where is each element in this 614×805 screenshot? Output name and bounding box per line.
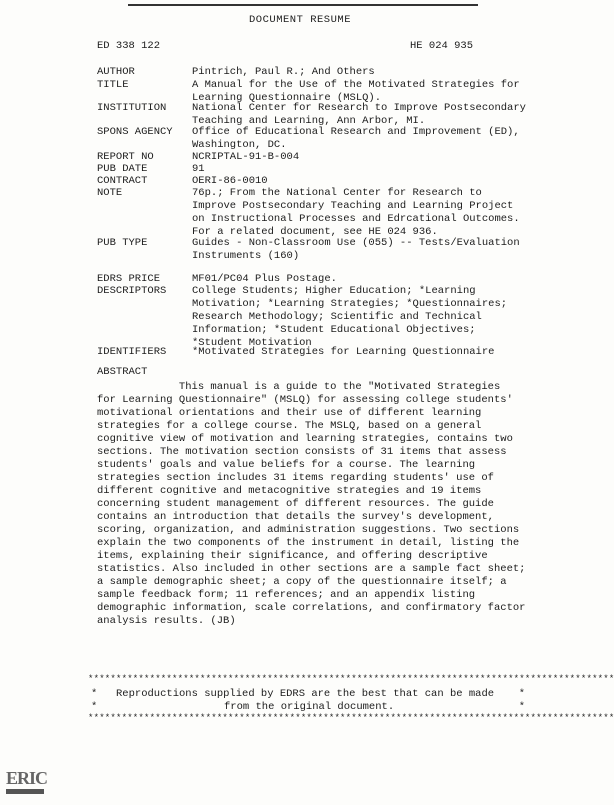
field-author [97, 66, 527, 79]
field-line: OERI-86-0010 [192, 175, 268, 187]
field-line: *Motivated Strategies for Learning Questionnaire [192, 346, 495, 358]
field-line: Pintrich, Paul R.; And Others [192, 66, 375, 78]
field-descriptors [97, 285, 527, 350]
field-value [192, 346, 527, 359]
field-label: PUB TYPE [97, 237, 148, 249]
abstract-line: explain the two components of the instrument in detail, listing the [97, 537, 520, 549]
field-note [97, 187, 527, 239]
field-line: Washington, DC. [192, 139, 287, 151]
abstract-line: concerning student management of different resources. The guide [97, 498, 494, 510]
field-institution [97, 102, 527, 128]
he-number: HE 024 935 [410, 40, 474, 52]
field-line: 76p.; From the National Center for Research to [192, 187, 482, 199]
field-line: A Manual for the Use of the Motivated Strategies for [192, 79, 520, 91]
abstract-line: students' goals and value beliefs for a course. The learning [97, 459, 476, 471]
abstract-line: motivational orientations and their use of different learning [97, 407, 482, 419]
field-line: Information; *Student Educational Objectives; [192, 324, 476, 336]
reproduction-notice: Reproductions supplied by EDRS are the best that can be made [116, 688, 495, 700]
field-value [192, 66, 527, 79]
field-line: Improve Postsecondary Teaching and Learning Project [192, 200, 514, 212]
field-label: SPONS AGENCY [97, 126, 173, 138]
abstract-line: different cognitive and metacognitive strategies and 19 items [97, 485, 482, 497]
field-value [192, 237, 527, 263]
ed-number: ED 338 122 [97, 40, 161, 52]
field-value [192, 126, 527, 152]
field-label: REPORT NO [97, 151, 154, 163]
abstract-line: This manual is a guide to the "Motivated Strategies [97, 381, 501, 393]
field-value [192, 102, 527, 128]
document-title: DOCUMENT RESUME [248, 14, 351, 26]
abstract-line: contains an introduction that details the survey's development, [97, 511, 494, 523]
abstract-line: strategies section includes 31 items regarding students' use of [97, 472, 494, 484]
field-pub-type [97, 237, 527, 263]
field-label: PUB DATE [97, 163, 148, 175]
field-label: INSTITUTION [97, 102, 167, 114]
footer-star-border-top: ********************************************************************************************** [88, 674, 614, 684]
field-line: Teaching and Learning, Ann Arbor, MI. [192, 115, 426, 127]
abstract-heading: ABSTRACT [97, 366, 148, 378]
abstract-line: items, explaining their significance, and offering descriptive [97, 550, 488, 562]
abstract-line: analysis results. (JB) [97, 615, 236, 627]
field-identifiers [97, 346, 527, 359]
field-label: TITLE [97, 79, 129, 91]
field-label: EDRS PRICE [97, 273, 161, 285]
footer-star: * [91, 688, 98, 700]
field-line: *Student Motivation [192, 337, 312, 349]
field-line: Research Methodology; Scientific and Technical [192, 311, 482, 323]
field-line: on Instructional Processes and Edrcational Outcomes. [192, 213, 520, 225]
footer-star: * [91, 701, 98, 713]
field-spons-agency [97, 126, 527, 152]
abstract-body [97, 381, 527, 628]
abstract-line: for Learning Questionnaire" (MSLQ) for assessing college students' [97, 394, 513, 406]
field-line: Learning Questionnaire (MSLQ). [192, 92, 382, 104]
reproduction-notice-2: from the original document. [224, 701, 395, 713]
field-label: NOTE [97, 187, 123, 199]
abstract-line: strategies for a college course. The MSLQ, based on a general [97, 420, 482, 432]
field-line: College Students; Higher Education; *Learning [192, 285, 476, 297]
abstract-line: statistics. Also included in other sections are a sample fact sheet; [97, 563, 526, 575]
field-line: Office of Educational Research and Improvement (ED), [192, 126, 520, 138]
field-line: Guides - Non-Classroom Use (055) -- Tests/Evaluation [192, 237, 520, 249]
field-line: Instruments (160) [192, 250, 300, 262]
field-label: DESCRIPTORS [97, 285, 167, 297]
field-value [192, 187, 527, 239]
field-label: IDENTIFIERS [97, 346, 167, 358]
footer-star: * [518, 688, 525, 700]
field-label: AUTHOR [97, 66, 135, 78]
abstract-line: demographic information, scale correlations, and confirmatory factor [97, 602, 526, 614]
field-value [192, 285, 527, 350]
eric-logo-text: ERIC [6, 768, 48, 788]
abstract-line: sections. The motivation section consists of 31 items that assess [97, 446, 507, 458]
field-line: Motivation; *Learning Strategies; *Questionnaires; [192, 298, 508, 310]
abstract-line: sample feedback form; 11 references; and an appendix listing [97, 589, 476, 601]
abstract-line: cognitive view of motivation and learning strategies, contains two [97, 433, 513, 445]
abstract-line: a sample demographic sheet; a copy of the questionnaire itself; a [97, 576, 507, 588]
top-rule [128, 4, 478, 6]
field-line: 91 [192, 163, 205, 175]
field-label: CONTRACT [97, 175, 148, 187]
eric-logo-bar [6, 789, 44, 794]
abstract-line: scoring, organization, and administration suggestions. Two sections [97, 524, 520, 536]
footer-star: * [518, 701, 525, 713]
field-line: NCRIPTAL-91-B-004 [192, 151, 300, 163]
eric-logo [6, 768, 48, 798]
field-line: For a related document, see HE 024 936. [192, 226, 438, 238]
footer-star-border-bottom: ********************************************************************************************** [88, 713, 614, 723]
field-line: MF01/PC04 Plus Postage. [192, 273, 337, 285]
field-line: National Center for Research to Improve Postsecondary [192, 102, 526, 114]
